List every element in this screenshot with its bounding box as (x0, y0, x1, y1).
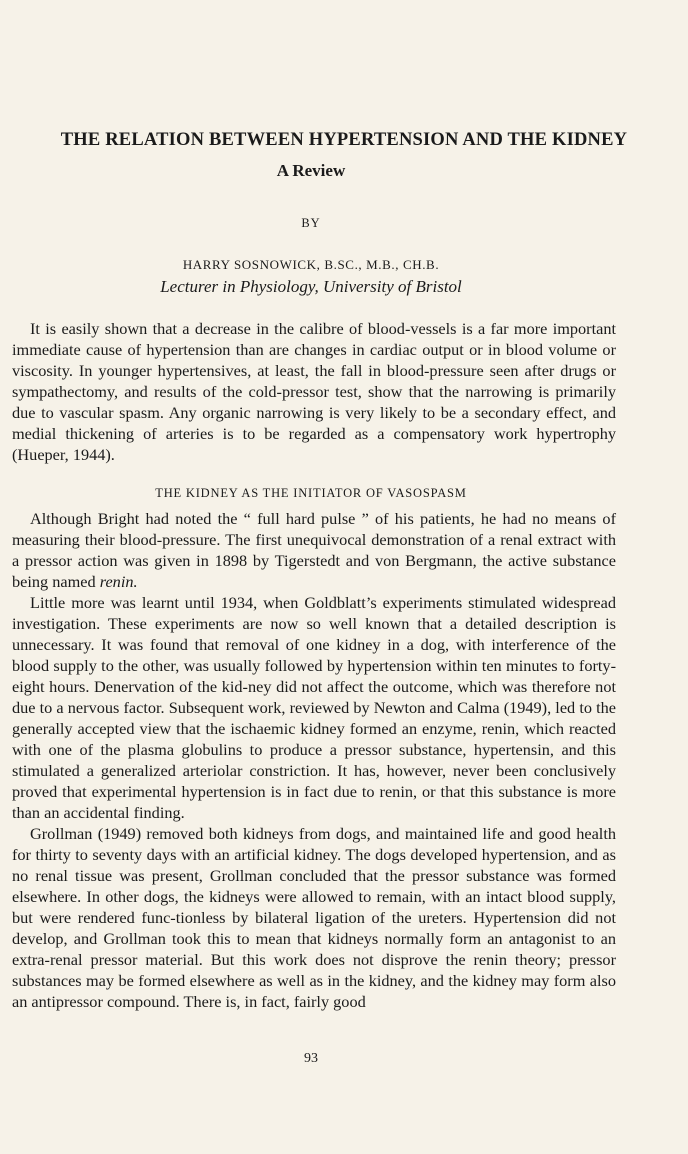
page-number: 93 (304, 1051, 318, 1066)
author-name: HARRY SOSNOWICK, B.SC., M.B., CH.B. (182, 257, 440, 272)
section-body (12, 508, 616, 1012)
intro-block (12, 318, 616, 465)
byline-label: BY (301, 216, 321, 230)
paragraph-3: Grollman (1949) removed both kidneys from dogs, and maintained life and good health for thirty to seventy days with an artificial kidney. The dogs developed hypertension, and as no renal tissue was present, Grollman concluded that the pressor substance was formed elsewhere. In other dogs, the kidneys were allowed to remain, with an intact blood supply, but were rendered func-tionless by bilateral ligation of the ureters. Hypertension did not develop, and Grollman took this to mean that kidneys normally form an antagonist to an extra-renal pressor material. But this work does not disprove the renin theory; pressor substances may be formed elsewhere as well as in the kidney, and the kidney may form also an antipressor compound. There is, in fact, fairly good (12, 824, 616, 1011)
section-heading: THE KIDNEY AS THE INITIATOR OF VASOSPASM (155, 486, 467, 500)
intro-paragraph: It is easily shown that a decrease in the calibre of blood-vessels is a far more important immediate cause of hypertension than are changes in cardiac output or in blood volume or viscosity. In younger hypertensives, at least, the fall in blood-pressure seen after drugs or sympathectomy, and results of the cold-pressor test, show that the narrowing is primarily due to vascular spasm. Any organic narrowing is very likely to be a secondary effect, and medial thickening of arteries is to be regarded as a compensatory work hypertrophy (Hueper, 1944). (12, 319, 616, 464)
paragraph-1-text: Although Bright had noted the “ full hard pulse ” of his patients, he had no means of measuring their blood-pressure. The first unequivocal demonstration of a renal extract with a pressor action was given in 1898 by Tigerstedt and von Bergmann, the active substance being named (12, 509, 616, 591)
paragraph-1-italic: renin. (99, 572, 138, 591)
article-title: THE RELATION BETWEEN HYPERTENSION AND THE KIDNEY (60, 130, 628, 150)
paragraph-2: Little more was learnt until 1934, when Goldblatt’s experiments stimulated widespread investigation. These experiments are now so well known that a detailed description is unnecessary. It was found that removal of one kidney in a dog, with interference of the blood supply to the other, was usually followed by hypertension within ten minutes to forty-eight hours. Denervation of the kid-ney did not affect the outcome, which was therefore not due to a nervous factor. Subsequent work, reviewed by Newton and Calma (1949), led to the generally accepted view that the ischaemic kidney formed an enzyme, renin, which reacted with one of the plasma globulins to produce a pressor substance, hypertensin, and this stimulated a generalized arteriolar constriction. It has, however, never been conclusively proved that experimental hypertension is in fact due to renin, or that this substance is more than an accidental finding. (12, 593, 616, 822)
paragraph-1 (12, 508, 616, 592)
author-affiliation: Lecturer in Physiology, University of Bristol (160, 277, 462, 296)
article-subtitle: A Review (276, 161, 346, 180)
